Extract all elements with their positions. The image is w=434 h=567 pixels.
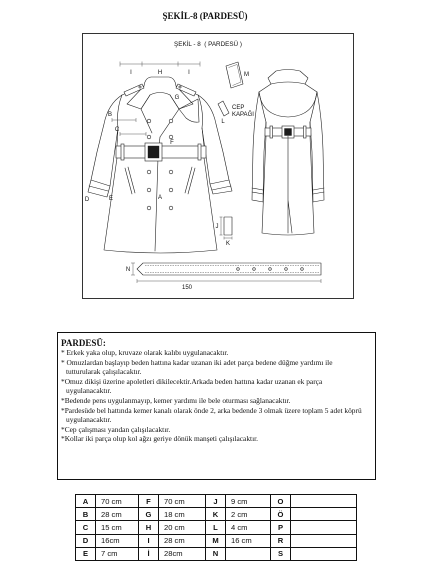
- belt-hole: [253, 268, 256, 271]
- measure-letter: D: [76, 534, 96, 547]
- description-item: *Cep çalışması yandan çalışılacaktır.: [61, 424, 171, 434]
- epaulet-button: [139, 86, 141, 88]
- measure-value: 20 cm: [159, 521, 206, 534]
- belt-loop: [121, 144, 124, 160]
- pocket-flap-label: KAPAĞI: [232, 112, 254, 118]
- button: [169, 206, 173, 210]
- measure-value: [291, 534, 357, 547]
- measurement-table: [75, 494, 357, 561]
- description-item: *Kollar iki parça olup kol ağzı geriye dönük manşeti çalışılacaktır.: [61, 434, 259, 444]
- left-epaulet: [124, 84, 144, 96]
- measure-letter: İ: [139, 547, 159, 560]
- belt-hole: [269, 268, 272, 271]
- label-d: D: [84, 197, 90, 203]
- label-i-right: I: [188, 70, 190, 76]
- measure-value: 28 cm: [159, 534, 206, 547]
- measure-letter: E: [76, 547, 96, 560]
- belt-length-dimension: [137, 279, 321, 283]
- back-buckle: [285, 129, 292, 136]
- belt-hole: [237, 268, 240, 271]
- measure-value: 16cm: [96, 534, 139, 547]
- table-row: [76, 495, 357, 508]
- label-m: M: [244, 72, 249, 78]
- measure-value: [291, 508, 357, 521]
- belt-piece: [131, 263, 321, 283]
- belt-hole: [301, 268, 304, 271]
- measure-value: [291, 521, 357, 534]
- description-list: [61, 348, 367, 444]
- side-pockets: [125, 167, 195, 194]
- belt-strip: [137, 263, 321, 275]
- measure-letter: B: [76, 508, 96, 521]
- measure-value: 7 cm: [96, 547, 139, 560]
- label-b: B: [107, 112, 113, 118]
- table-row: [76, 521, 357, 534]
- pocket-flap: [226, 62, 243, 88]
- label-c: C: [114, 127, 120, 133]
- label-a: A: [157, 195, 163, 201]
- belt-loop-piece: [224, 217, 232, 235]
- measure-letter: L: [206, 521, 226, 534]
- right-cuff: [210, 180, 231, 190]
- measure-letter: H: [139, 521, 159, 534]
- table-row: [76, 508, 357, 521]
- sleeve-tab-detail: [218, 101, 229, 116]
- measure-letter: C: [76, 521, 96, 534]
- measure-value: 28cm: [159, 547, 206, 560]
- back-shoulders: [259, 84, 317, 92]
- button: [147, 119, 151, 123]
- back-collar: [268, 70, 308, 85]
- measure-letter: I: [139, 534, 159, 547]
- top-dimension-line: [120, 62, 200, 67]
- button: [169, 119, 173, 123]
- button: [147, 188, 151, 192]
- description-item: * Omuzlardan başlayıp beden hattına kadar uzanan iki adet parça bedene düğme yardımı ile tutturularak çalışılacaktır.: [61, 357, 333, 377]
- measure-value: 9 cm: [226, 495, 271, 508]
- label-f: F: [170, 140, 174, 146]
- table-row: [76, 534, 357, 547]
- belt-length-label: 150: [181, 285, 193, 291]
- measure-letter: M: [206, 534, 226, 547]
- measure-value: 28 cm: [96, 508, 139, 521]
- description-item: *Bedende pens uygulanmayıp, kemer yardımı ile bele oturması sağlanacaktır.: [61, 395, 291, 405]
- back-belt-loop: [270, 126, 273, 138]
- measure-letter: G: [139, 508, 159, 521]
- dimension-n: [131, 263, 135, 275]
- measure-value: 15 cm: [96, 521, 139, 534]
- epaulet-button: [179, 86, 181, 88]
- label-l: L: [221, 119, 225, 125]
- page-title: ŞEKİL-8 (PARDESÜ): [162, 11, 248, 21]
- belt-loop: [198, 144, 201, 160]
- left-cuff: [89, 180, 110, 191]
- dimension-j: [220, 217, 223, 235]
- belt-hole: [285, 268, 288, 271]
- label-n: N: [125, 267, 131, 273]
- belt-loop-detail: [220, 217, 233, 240]
- figure-caption: ŞEKİL - 8 ( PARDESÜ ): [174, 41, 242, 48]
- back-view: [252, 70, 324, 236]
- pocket-flap-detail: [226, 62, 243, 88]
- description-item: *Pardesüde bel hattında kemer kanalı olarak önde 2, arka bedende 3 olmak üzere toplam 5 adet köprü uygulanacaktır.: [61, 405, 362, 425]
- measure-value: 4 cm: [226, 521, 271, 534]
- description-item: *Omuz dikişi üzerine apoletleri dikilecektir.Arkada beden hattına kadar uzanan ek parça uygulanacaktır.: [61, 376, 323, 396]
- measure-letter: P: [271, 521, 291, 534]
- belt-stitch: [145, 266, 319, 273]
- button: [147, 135, 151, 139]
- description-item: * Erkek yaka olup, kruvaze olarak kalıbı uygulanacaktır.: [61, 348, 229, 357]
- measure-letter: Ö: [271, 508, 291, 521]
- label-j: J: [215, 224, 219, 230]
- description-heading: PARDESÜ:: [61, 338, 106, 348]
- measure-value: 70 cm: [159, 495, 206, 508]
- dimension-b: [112, 118, 136, 122]
- measure-value: [226, 547, 271, 560]
- right-sleeve: [198, 95, 232, 194]
- measure-letter: N: [206, 547, 226, 560]
- lapels: [141, 95, 179, 137]
- label-e: E: [108, 196, 114, 202]
- measure-value: 70 cm: [96, 495, 139, 508]
- label-i-left: I: [130, 70, 132, 76]
- center-back-seam: [288, 136, 292, 233]
- back-belt-loop: [304, 126, 307, 138]
- storm-flap: [179, 99, 199, 122]
- measure-letter: O: [271, 495, 291, 508]
- measure-letter: J: [206, 495, 226, 508]
- measure-value: 16 cm: [226, 534, 271, 547]
- pocket-flap-label: CEP: [232, 105, 245, 111]
- measure-letter: S: [271, 547, 291, 560]
- label-k: K: [225, 241, 231, 247]
- measure-value: [291, 495, 357, 508]
- button: [169, 188, 173, 192]
- button: [169, 135, 173, 139]
- measure-value: 2 cm: [226, 508, 271, 521]
- measure-letter: F: [139, 495, 159, 508]
- description-box: [57, 332, 376, 480]
- dimension-c: [120, 132, 146, 136]
- table-row: [76, 547, 357, 560]
- measure-value: 18 cm: [159, 508, 206, 521]
- label-g: G: [174, 95, 180, 101]
- measure-letter: K: [206, 508, 226, 521]
- front-view: [88, 62, 232, 254]
- collar: [127, 77, 193, 109]
- drawing-labels: [85, 70, 254, 291]
- button: [147, 170, 151, 174]
- label-h: H: [157, 70, 163, 76]
- button: [147, 206, 151, 210]
- measure-value: [291, 547, 357, 560]
- buckle: [148, 146, 159, 158]
- back-yoke: [259, 92, 317, 117]
- dimension-k: [224, 237, 232, 240]
- measure-letter: A: [76, 495, 96, 508]
- button: [169, 170, 173, 174]
- measure-letter: R: [271, 534, 291, 547]
